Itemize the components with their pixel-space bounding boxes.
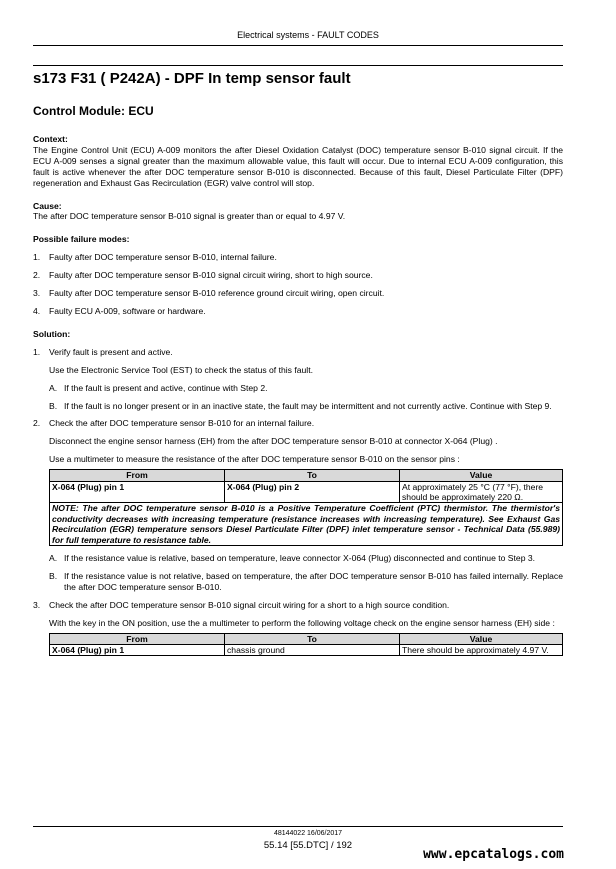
step-1-option-b: B. If the fault is no longer present or in an inactive state, the fault may be intermittent and not currently active. Continue with Step 9. <box>49 400 552 411</box>
col-header-from: From <box>50 633 225 644</box>
footer-rule <box>33 826 563 827</box>
cell-value: There should be approximately 4.97 V. <box>400 644 563 655</box>
step-1-instruction: Use the Electronic Service Tool (EST) to check the status of this fault. <box>49 364 313 375</box>
solution-step-1: 1. Verify fault is present and active. <box>33 346 173 357</box>
failure-item: 3. Faulty after DOC temperature sensor B-010 reference ground circuit wiring, open circuit. <box>33 288 385 299</box>
step-2-instruction-1: Disconnect the engine sensor harness (EH) from the after DOC temperature sensor B-010 at connector X-064 (Plug) . <box>49 436 498 447</box>
page-title: s173 F31 ( P242A) - DPF In temp sensor fault <box>33 70 351 87</box>
footer-doc-number: 48144022 16/06/2017 <box>273 830 343 837</box>
step-2-option-b: B. If the resistance value is not relative, based on temperature, the after DOC temperature sensor B-010 has failed internally. Replace the after DOC temperature sensor B-010. <box>49 570 563 592</box>
resistance-table <box>49 469 563 546</box>
solution-label: Solution: <box>33 328 71 339</box>
control-module-heading: Control Module: ECU <box>33 104 154 118</box>
table-note-row <box>50 503 563 546</box>
cell-from: X-064 (Plug) pin 1 <box>50 481 225 503</box>
document-body <box>33 134 563 656</box>
step-3-instruction: With the key in the ON position, use the a multimeter to perform the following voltage check on the engine sensor harness (EH) side : <box>49 617 555 628</box>
col-header-value: Value <box>400 633 563 644</box>
step-1-option-a: A. If the fault is present and active, continue with Step 2. <box>49 382 268 393</box>
cause-text: The after DOC temperature sensor B-010 signal is greater than or equal to 4.97 V. <box>33 211 346 222</box>
voltage-table <box>49 633 563 657</box>
solution-step-2: 2. Check the after DOC temperature sensor B-010 for an internal failure. <box>33 418 315 429</box>
step-2-instruction-2: Use a multimeter to measure the resistance of the after DOC temperature sensor B-010 on the sensor pins : <box>49 454 460 465</box>
step-2-option-a: A. If the resistance value is relative, based on temperature, leave connector X-064 (Plug) disconnected and continue to Step 3. <box>49 552 536 563</box>
cell-value: At approximately 25 °C (77 °F), there should be approximately 220 Ω. <box>400 481 563 503</box>
cause-label: Cause: <box>33 200 62 211</box>
title-rule <box>33 65 563 66</box>
col-header-value: Value <box>400 470 563 481</box>
cell-to: X-064 (Plug) pin 2 <box>225 481 400 503</box>
header-rule <box>33 45 563 46</box>
col-header-to: To <box>225 633 400 644</box>
watermark: www.epcatalogs.com <box>423 847 564 862</box>
col-header-to: To <box>225 470 400 481</box>
failure-modes-label: Possible failure modes: <box>33 234 130 245</box>
failure-item: 2. Faulty after DOC temperature sensor B-010 signal circuit wiring, short to high source. <box>33 270 373 281</box>
thermistor-note: NOTE: The after DOC temperature sensor B-010 is a Positive Temperature Coefficient (PTC) thermistor. The thermistor's conductivity decreases with increasing temperature (resistance increases with increasing temperature). See Exhaust Gas Recirculation (EGR) temperature sensors Diesel Particulate Filter (DPF) inlet temperature sensor - Technical Data (55.989) for full temperature to resistance table. <box>50 503 563 546</box>
failure-item: 4. Faulty ECU A-009, software or hardware. <box>33 305 206 316</box>
failure-item: 1. Faulty after DOC temperature sensor B-010, internal failure. <box>33 252 277 263</box>
footer-page-number: 55.14 [55.DTC] / 192 <box>263 840 353 851</box>
col-header-from: From <box>50 470 225 481</box>
context-text: The Engine Control Unit (ECU) A-009 monitors the after Diesel Oxidation Catalyst (DOC) temperature sensor B-010 signal circuit. If the ECU A-009 senses a signal greater than the maximum allowable value, this fault will occur. Due to internal ECU A-009 configuration, this fault is active whenever the after DOC temperature sensor B-010 is disconnected. Because of this fault, Diesel Particulate Filter (DPF) regeneration and Exhaust Gas Recirculation (EGR) valve control will stop. <box>33 144 563 188</box>
table-row <box>50 644 563 655</box>
cell-to: chassis ground <box>225 644 400 655</box>
table-row <box>50 481 563 503</box>
solution-step-3: 3. Check the after DOC temperature sensor B-010 signal circuit wiring for a short to a high source condition. <box>33 599 450 610</box>
page-header: Electrical systems - FAULT CODES <box>237 30 379 40</box>
context-label: Context: <box>33 134 68 144</box>
cell-from: X-064 (Plug) pin 1 <box>50 644 225 655</box>
